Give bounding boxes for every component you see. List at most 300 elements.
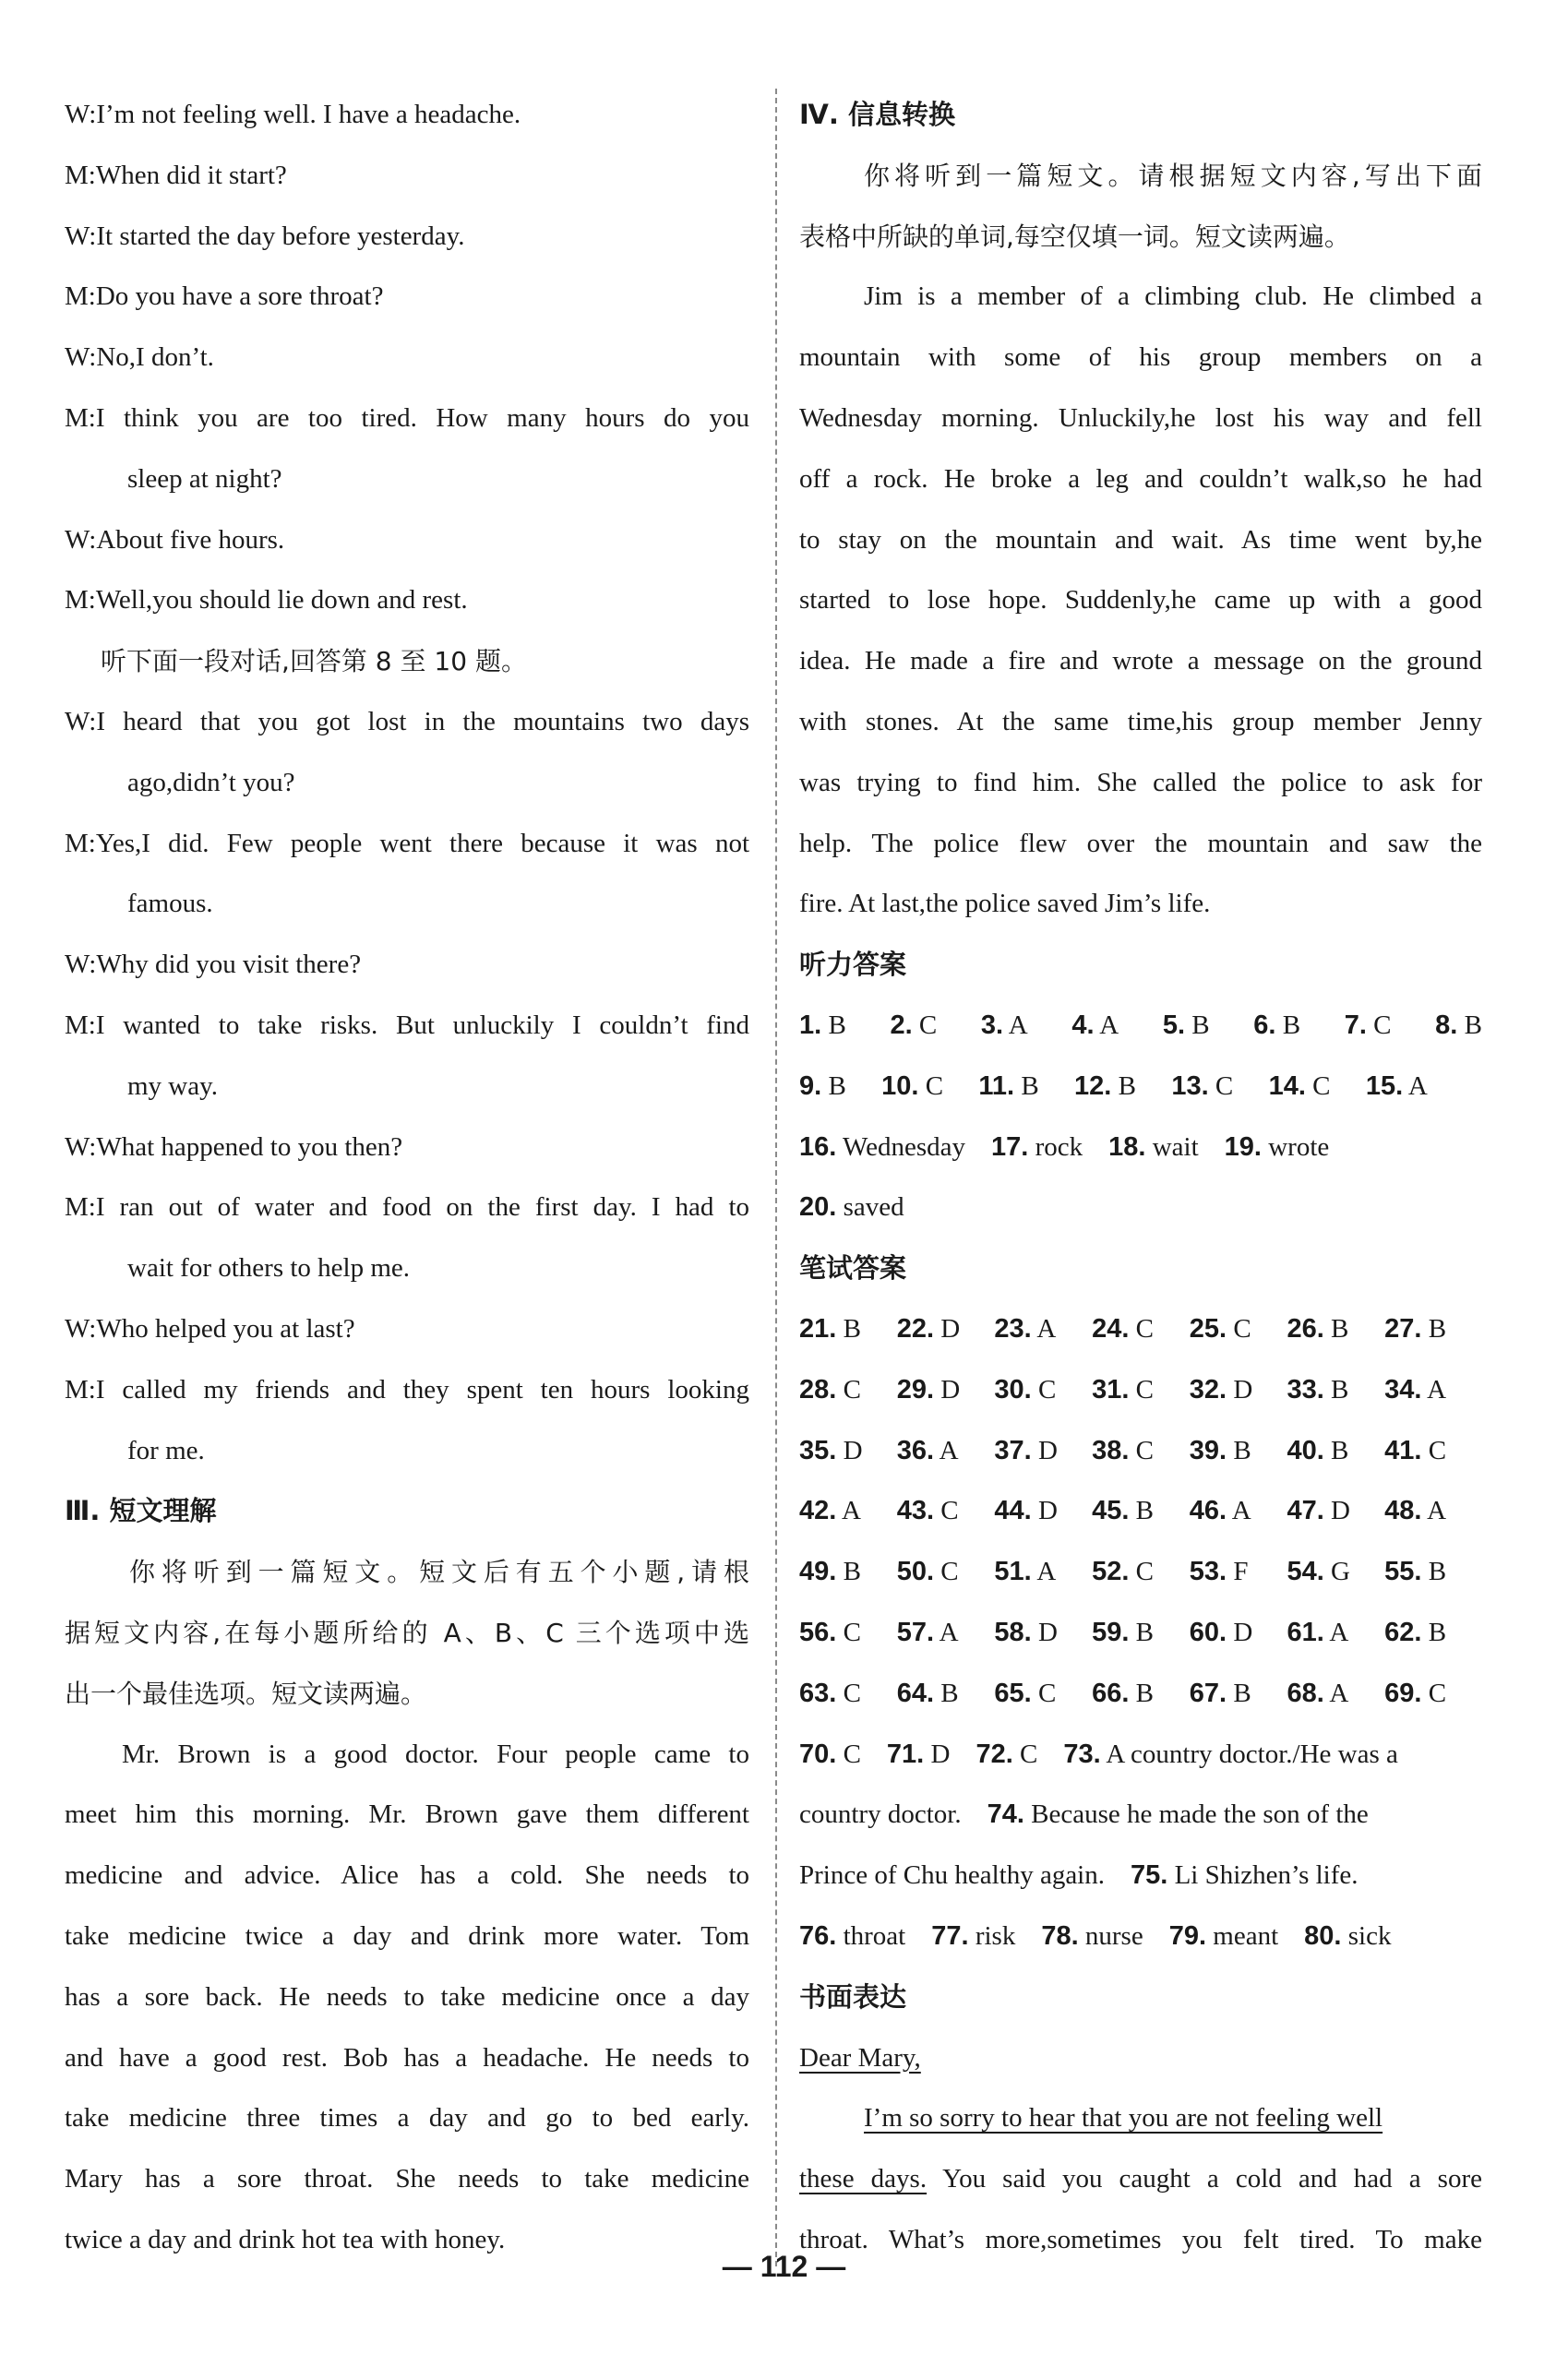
answer-item: [799, 1299, 897, 1360]
question-number: 44.: [994, 1496, 1032, 1526]
text-line: fire. At last,the police saved Jim’s life.: [799, 889, 1211, 919]
answer-value: A: [1094, 1010, 1119, 1040]
answer-row: [799, 1481, 1482, 1542]
answer-item: [799, 1118, 965, 1178]
question-number: 16.: [799, 1131, 837, 1162]
text-line: W:Who helped you at last?: [65, 1313, 355, 1344]
text-line: twice a day and drink hot tea with honey.: [65, 2224, 506, 2254]
answer-value: D: [1227, 1617, 1253, 1647]
answer-value: risk: [968, 1920, 1016, 1951]
answer-value: Prince of Chu healthy again.: [799, 1860, 1105, 1891]
question-number: 74.: [987, 1799, 1024, 1830]
answer-item: [1384, 1542, 1482, 1603]
answer-value: C: [1129, 1557, 1154, 1587]
answer-row: [799, 1907, 1482, 1967]
question-number: 27.: [1384, 1313, 1422, 1344]
answer-value: A: [1031, 1557, 1057, 1587]
answer-value: sick: [1341, 1920, 1392, 1951]
letter-line: throat. What’s more,sometimes you felt tired. To make: [799, 2224, 1482, 2254]
question-number: 78.: [1041, 1920, 1079, 1951]
answer-value: C: [836, 1678, 861, 1708]
letter-line-text: I’m so sorry to hear that you are not feeling well: [864, 2103, 1383, 2134]
text-line: with stones. At the same time,his group member Jenny: [799, 706, 1482, 736]
letter-underlined-text: these days.: [799, 2164, 928, 2194]
question-number: 26.: [1287, 1313, 1324, 1344]
answer-value: B: [1421, 1557, 1447, 1587]
answer-value: C: [1012, 1739, 1038, 1769]
text-line: for me.: [127, 1435, 205, 1465]
answer-value: C: [1366, 1010, 1392, 1040]
answer-value: wait: [1145, 1131, 1199, 1162]
answer-value: C: [1227, 1313, 1251, 1344]
text-line: 听力答案: [799, 949, 907, 981]
question-number: 57.: [896, 1617, 935, 1647]
question-number: 56.: [799, 1617, 837, 1647]
question-number: 45.: [1092, 1496, 1130, 1526]
answer-item: [1092, 1481, 1190, 1542]
text-line: has a sore back. He needs to take medicine once a day: [65, 1981, 749, 2012]
text-line: W:I heard that you got lost in the mountains two days: [65, 706, 749, 736]
answer-value: B: [1421, 1313, 1447, 1344]
question-number: 52.: [1092, 1557, 1130, 1587]
text-line: started to lose hope. Suddenly,he came up with a good: [799, 585, 1482, 616]
answer-item: [994, 1360, 1092, 1421]
answer-item: [799, 1178, 904, 1238]
answer-item: [1074, 1057, 1136, 1118]
text-line: W:I’m not feeling well. I have a headache.: [65, 100, 521, 129]
answer-item: [1287, 1542, 1384, 1603]
answer-row: [799, 1725, 1482, 1786]
answer-item: [994, 1664, 1092, 1725]
answer-value: D: [1227, 1374, 1253, 1405]
question-number: 59.: [1092, 1617, 1130, 1647]
text-line: wait for others to help me.: [127, 1253, 411, 1284]
answer-value: F: [1227, 1557, 1249, 1587]
page-number: — 112 —: [722, 2250, 846, 2283]
question-number: 68.: [1287, 1678, 1324, 1708]
question-number: 22.: [896, 1313, 935, 1344]
text-line: take medicine twice a day and drink more water. Tom: [65, 1920, 749, 1951]
answer-value: C: [836, 1739, 861, 1769]
text-line: M:I called my friends and they spent ten hours looking: [65, 1374, 749, 1405]
answer-item: [1108, 1118, 1199, 1178]
answer-item: [1287, 1360, 1384, 1421]
text-line: M:I wanted to take risks. But unluckily I couldn’t find: [65, 1010, 749, 1040]
written-answer-key: [799, 1299, 1482, 1725]
question-number: 72.: [976, 1739, 1013, 1769]
answer-value: B: [1227, 1435, 1251, 1465]
answer-item: [976, 1725, 1037, 1786]
answer-value: C: [1421, 1678, 1447, 1708]
answer-value: B: [1185, 1010, 1210, 1040]
question-number: 62.: [1384, 1617, 1422, 1647]
text-line: help. The police flew over the mountain and saw the: [799, 828, 1482, 858]
answer-item: [799, 1360, 897, 1421]
answer-value: A: [1227, 1496, 1251, 1526]
question-number: 60.: [1189, 1617, 1227, 1647]
answer-value: B: [1129, 1678, 1154, 1708]
question-number: 33.: [1287, 1374, 1324, 1405]
answer-item: [897, 1421, 995, 1482]
question-number: 75.: [1131, 1860, 1168, 1891]
text-line: Mr. Brown is a good doctor. Four people came to: [122, 1739, 749, 1769]
question-number: 43.: [896, 1496, 935, 1526]
section-iv-information-transfer: [799, 85, 1482, 996]
answer-value: B: [1129, 1617, 1154, 1647]
answer-item: [1063, 1725, 1398, 1786]
answer-value: C: [1421, 1435, 1447, 1465]
text-line: idea. He made a fire and wrote a message on the ground: [799, 646, 1482, 676]
answer-row: [799, 1178, 1482, 1238]
answer-value: D: [1031, 1435, 1058, 1465]
answer-item: [1384, 1299, 1482, 1360]
text-line: M:Well,you should lie down and rest.: [65, 585, 468, 616]
answer-item: [994, 1421, 1092, 1482]
writing-heading: 书面表达: [799, 1980, 907, 2013]
question-number: 14.: [1268, 1070, 1306, 1101]
answer-value: G: [1323, 1557, 1350, 1587]
question-number: 55.: [1384, 1557, 1422, 1587]
answer-item: [1041, 1907, 1143, 1967]
answer-item: [799, 1481, 897, 1542]
text-line: M:When did it start?: [65, 160, 287, 190]
answer-value: Because he made the son of the: [1023, 1799, 1369, 1830]
answer-item: [1269, 1057, 1331, 1118]
answer-row: [799, 1664, 1482, 1725]
answer-value: C: [912, 1010, 938, 1040]
answer-value: country doctor.: [799, 1799, 962, 1830]
question-number: 38.: [1092, 1435, 1130, 1465]
column-divider: [775, 89, 777, 2266]
right-column: [799, 85, 1482, 2271]
answer-item: [931, 1907, 1015, 1967]
answer-value: rock: [1028, 1131, 1083, 1162]
text-line: 出一个最佳选项。短文读两遍。: [65, 1678, 427, 1709]
answer-item: [994, 1481, 1092, 1542]
question-number: 20.: [799, 1192, 837, 1223]
answer-value: D: [1031, 1617, 1058, 1647]
answer-value: C: [836, 1374, 861, 1405]
answer-item: [799, 1603, 897, 1664]
question-number: 70.: [799, 1739, 837, 1769]
question-number: 32.: [1189, 1374, 1227, 1405]
answer-item: [991, 1118, 1083, 1178]
question-number: 34.: [1384, 1374, 1422, 1405]
question-number: 35.: [799, 1435, 837, 1465]
question-number: 10.: [881, 1070, 919, 1101]
answer-item: [799, 1421, 897, 1482]
answer-value: D: [1323, 1496, 1350, 1526]
answer-value: C: [934, 1557, 959, 1587]
answer-value: A: [1323, 1678, 1349, 1708]
answer-item: [1171, 1057, 1233, 1118]
answer-item: [1131, 1846, 1359, 1907]
answer-item: [1435, 996, 1482, 1057]
text-line: ago,didn’t you?: [127, 767, 295, 797]
text-line: 据短文内容,在每小题所给的 A、B、C 三个选项中选: [65, 1617, 749, 1648]
text-line: W:About five hours.: [65, 524, 285, 555]
answer-item: [1345, 996, 1392, 1057]
answer-value: C: [1129, 1313, 1154, 1344]
answer-item: [1384, 1421, 1482, 1482]
answer-item: [1287, 1481, 1384, 1542]
answer-item: [799, 1785, 962, 1846]
text-line: W:What happened to you then?: [65, 1131, 403, 1162]
answer-item: [1190, 1664, 1287, 1725]
question-number: 41.: [1384, 1435, 1422, 1465]
answer-value: meant: [1206, 1920, 1279, 1951]
answer-value: nurse: [1078, 1920, 1143, 1951]
question-number: 5.: [1162, 1010, 1185, 1040]
answer-value: A: [934, 1435, 959, 1465]
answer-item: [799, 996, 846, 1057]
answer-row: [799, 1299, 1482, 1360]
answer-item: [1092, 1542, 1190, 1603]
answer-item: [1092, 1664, 1190, 1725]
answer-row: [799, 1846, 1482, 1907]
text-line: Jim is a member of a climbing club. He climbed a: [864, 281, 1482, 312]
text-line: M:I think you are too tired. How many hours do you: [65, 402, 749, 433]
answer-value: B: [821, 1010, 846, 1040]
question-number: 47.: [1287, 1496, 1324, 1526]
letter-greeting-text: Dear Mary,: [799, 2042, 921, 2073]
answer-value: B: [1111, 1070, 1136, 1101]
question-number: 9.: [799, 1070, 822, 1101]
answer-value: D: [924, 1739, 951, 1769]
written-answer-heading: 笔试答案: [799, 1252, 907, 1285]
answer-item: [897, 1664, 995, 1725]
answer-value: A: [1323, 1617, 1349, 1647]
question-number: 21.: [799, 1313, 837, 1344]
question-number: 13.: [1171, 1070, 1209, 1101]
text-line: W:No,I don’t.: [65, 342, 214, 373]
answer-item: [1163, 996, 1210, 1057]
answer-value: C: [836, 1617, 861, 1647]
answer-value: C: [1129, 1435, 1154, 1465]
answer-value: Li Shizhen’s life.: [1167, 1860, 1359, 1891]
answer-item: [799, 1664, 897, 1725]
question-number: 15.: [1365, 1070, 1404, 1101]
answer-item: [1071, 996, 1119, 1057]
answer-item: [1190, 1542, 1287, 1603]
answer-item: [994, 1603, 1092, 1664]
answer-value: A: [1031, 1313, 1057, 1344]
question-number: 40.: [1287, 1435, 1324, 1465]
answer-value: D: [934, 1374, 961, 1405]
text-line: 你将听到一篇短文。请根据短文内容,写出下面: [864, 160, 1482, 191]
question-number: 51.: [994, 1557, 1032, 1587]
answer-item: [881, 1057, 943, 1118]
question-number: 71.: [886, 1739, 925, 1769]
answer-item: [1190, 1481, 1287, 1542]
question-number: 18.: [1108, 1131, 1146, 1162]
text-line: Ⅲ. 短文理解: [65, 1495, 217, 1527]
answer-value: C: [1129, 1374, 1154, 1405]
question-number: 67.: [1189, 1678, 1227, 1708]
question-number: 77.: [931, 1920, 969, 1951]
answer-item: [987, 1785, 1369, 1846]
answer-item: [1092, 1603, 1190, 1664]
letter-greeting: [799, 2028, 1482, 2089]
question-number: 7.: [1344, 1010, 1367, 1040]
text-line: W:It started the day before yesterday.: [65, 221, 465, 251]
answer-item: [994, 1542, 1092, 1603]
answer-value: A: [934, 1617, 959, 1647]
answer-item: [1190, 1299, 1287, 1360]
answer-item: [1287, 1421, 1384, 1482]
text-line: Ⅳ. 信息转换: [799, 99, 955, 130]
answer-value: saved: [836, 1192, 904, 1223]
answer-item: [897, 1299, 995, 1360]
question-number: 39.: [1189, 1435, 1227, 1465]
answer-item: [1190, 1603, 1287, 1664]
listening-answer-key: [799, 996, 1482, 1238]
answer-value: Wednesday: [836, 1131, 966, 1162]
answer-item: [1169, 1907, 1278, 1967]
answer-value: C: [918, 1070, 944, 1101]
answer-item: [1225, 1118, 1330, 1178]
answer-item: [1366, 1057, 1428, 1118]
question-number: 19.: [1224, 1131, 1262, 1162]
question-number: 6.: [1253, 1010, 1276, 1040]
answer-value: D: [1031, 1496, 1058, 1526]
answer-value: B: [1323, 1435, 1349, 1465]
question-number: 29.: [896, 1374, 935, 1405]
question-number: 64.: [896, 1678, 935, 1708]
answer-item: [1092, 1360, 1190, 1421]
answer-item: [1384, 1603, 1482, 1664]
text-line: my way.: [127, 1070, 218, 1101]
question-number: 66.: [1092, 1678, 1130, 1708]
answer-item: [994, 1299, 1092, 1360]
question-number: 58.: [994, 1617, 1032, 1647]
text-line: famous.: [127, 889, 213, 919]
question-number: 8.: [1435, 1010, 1458, 1040]
answer-item: [1092, 1299, 1190, 1360]
question-number: 3.: [980, 1010, 1004, 1040]
question-number: 36.: [896, 1435, 935, 1465]
left-column: [65, 85, 749, 2271]
answer-value: C: [1031, 1374, 1057, 1405]
question-number: 63.: [799, 1678, 837, 1708]
answer-value: B: [821, 1070, 846, 1101]
answer-item: [799, 1725, 861, 1786]
text-line: W:Why did you visit there?: [65, 950, 362, 980]
answer-item: [1253, 996, 1300, 1057]
question-number: 37.: [994, 1435, 1032, 1465]
answer-item: [799, 1846, 1105, 1907]
answer-item: [799, 1907, 905, 1967]
answer-value: A: [1403, 1070, 1428, 1101]
question-number: 76.: [799, 1920, 837, 1951]
question-number: 79.: [1168, 1920, 1207, 1951]
question-number: 2.: [890, 1010, 913, 1040]
question-number: 42.: [799, 1496, 837, 1526]
question-number: 48.: [1384, 1496, 1422, 1526]
answer-item: [897, 1542, 995, 1603]
answer-item: [1384, 1360, 1482, 1421]
answer-item: [1190, 1360, 1287, 1421]
question-number: 17.: [991, 1131, 1029, 1162]
answer-value: B: [836, 1557, 861, 1587]
answer-row: [799, 1057, 1428, 1118]
question-number: 65.: [994, 1678, 1032, 1708]
answer-value: B: [1457, 1010, 1482, 1040]
text-line: take medicine three times a day and go to bed early.: [65, 2103, 749, 2134]
answer-row: [799, 1360, 1482, 1421]
question-number: 23.: [994, 1313, 1032, 1344]
question-number: 50.: [896, 1557, 935, 1587]
answer-value: D: [934, 1313, 961, 1344]
question-number: 4.: [1071, 1010, 1095, 1040]
answer-value: B: [1323, 1374, 1349, 1405]
text-line: M:I ran out of water and food on the first day. I had to: [65, 1192, 749, 1223]
question-number: 49.: [799, 1557, 837, 1587]
answer-item: [981, 996, 1028, 1057]
question-number: 54.: [1287, 1557, 1324, 1587]
answer-value: D: [836, 1435, 863, 1465]
answer-value: A country doctor./He was a: [1100, 1739, 1398, 1769]
answer-row: [799, 996, 1482, 1057]
question-number: 25.: [1189, 1313, 1227, 1344]
answer-value: C: [1305, 1070, 1331, 1101]
question-number: 69.: [1384, 1678, 1422, 1708]
answer-value: A: [1421, 1374, 1447, 1405]
question-number: 31.: [1092, 1374, 1130, 1405]
text-line: Mary has a sore throat. She needs to take medicine: [65, 2164, 749, 2194]
answer-item: [799, 1542, 897, 1603]
text-line: M:Yes,I did. Few people went there because it was not: [65, 828, 749, 858]
answer-value: C: [1031, 1678, 1057, 1708]
answer-item: [897, 1603, 995, 1664]
answer-value: A: [1003, 1010, 1028, 1040]
answer-item: [1304, 1907, 1391, 1967]
text-line: Wednesday morning. Unluckily,he lost his way and fell: [799, 402, 1482, 433]
answer-value: B: [1227, 1678, 1251, 1708]
question-number: 46.: [1189, 1496, 1227, 1526]
letter-line: [799, 2149, 1482, 2210]
text-line: meet him this morning. Mr. Brown gave them different: [65, 1799, 749, 1830]
answer-row: [799, 1603, 1482, 1664]
text-line: was trying to find him. She called the police to ask for: [799, 767, 1482, 797]
text-line: 表格中所缺的单词,每空仅填一词。短文读两遍。: [799, 221, 1350, 252]
text-line: 你将听到一篇短文。短文后有五个小题,请根: [129, 1557, 749, 1588]
question-number: 24.: [1092, 1313, 1130, 1344]
answer-item: [1190, 1421, 1287, 1482]
answer-value: B: [1323, 1313, 1349, 1344]
question-number: 61.: [1287, 1617, 1324, 1647]
question-number: 1.: [799, 1010, 822, 1040]
answer-item: [1287, 1299, 1384, 1360]
answer-item: [897, 1360, 995, 1421]
letter-line: [799, 2088, 1482, 2149]
question-number: 53.: [1189, 1557, 1227, 1587]
question-number: 12.: [1074, 1070, 1112, 1101]
question-number: 30.: [994, 1374, 1032, 1405]
answer-row: [799, 1118, 1482, 1178]
text-line: off a rock. He broke a leg and couldn’t walk,so he had: [799, 463, 1482, 494]
answer-item: [897, 1481, 995, 1542]
answer-value: wrote: [1261, 1131, 1330, 1162]
answer-row: [799, 1542, 1482, 1603]
answer-item: [1287, 1664, 1384, 1725]
question-number: 73.: [1063, 1739, 1101, 1769]
question-number: 28.: [799, 1374, 837, 1405]
answer-value: B: [836, 1313, 861, 1344]
answer-value: throat: [836, 1920, 906, 1951]
answer-value: C: [1208, 1070, 1234, 1101]
question-number: 11.: [978, 1070, 1015, 1101]
